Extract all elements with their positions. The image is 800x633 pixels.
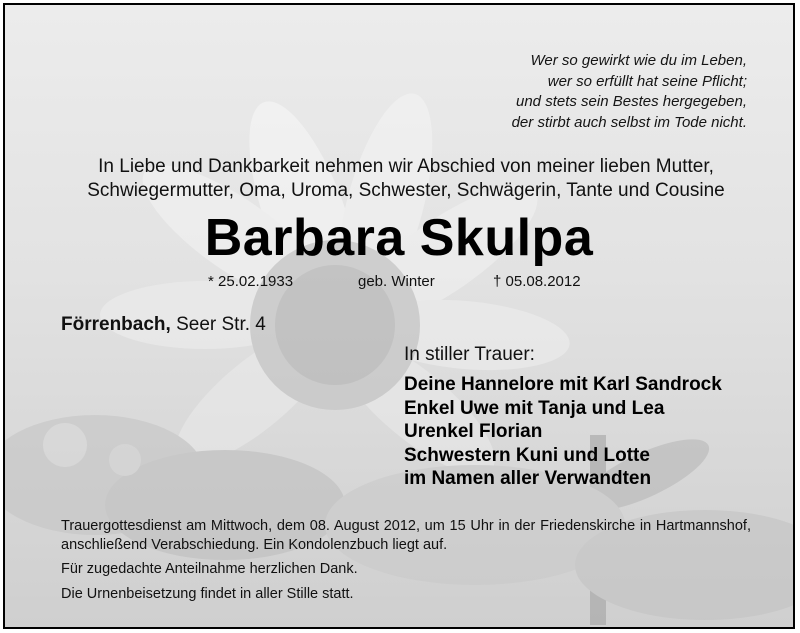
birth-date: * 25.02.1933 [208, 273, 294, 290]
intro-line: Schwiegermutter, Oma, Uroma, Schwester, Schwägerin, Tante und Cousine [87, 180, 725, 201]
farewell-intro [61, 155, 751, 203]
poem-line: der stirbt auch selbst im Tode nicht. [511, 113, 747, 131]
mourner-name: Schwestern Kuni und Lotte [404, 444, 650, 466]
mourner-name: Urenkel Florian [404, 421, 543, 442]
address [61, 314, 266, 336]
footer-notes [61, 517, 751, 603]
poem-line: wer so erfüllt hat seine Pflicht; [547, 72, 747, 90]
burial-note: Die Urnenbeisetzung findet in aller Stille statt. [61, 585, 354, 602]
poem-line: Wer so gewirkt wie du im Leben, [530, 52, 747, 69]
memorial-poem [471, 51, 747, 133]
maiden-name: geb. Winter [358, 273, 435, 290]
thanks-note: Für zugedachte Anteilnahme herzlichen Dank. [61, 561, 358, 577]
intro-line: In Liebe und Dankbarkeit nehmen wir Abschied von meiner lieben Mutter, [98, 156, 714, 177]
mourners-label: In stiller Trauer: [404, 344, 535, 365]
mourner-name: Enkel Uwe mit Tanja und Lea [404, 397, 665, 419]
obituary-notice [3, 3, 795, 629]
mourners-list [404, 373, 722, 491]
deceased-name: Barbara Skulpa [204, 209, 594, 267]
mourner-name: im Namen aller Verwandten [404, 468, 652, 489]
poem-line: und stets sein Bestes hergegeben, [516, 93, 747, 110]
service-info: Trauergottesdienst am Mittwoch, dem 08. August 2012, um 15 Uhr in der Friedenskirche in Hartmannshof, anschließend Verabschiedung. Ein Kondolenzbuch liegt auf. [61, 518, 751, 553]
address-street: Seer Str. 4 [176, 314, 266, 335]
mourner-name: Deine Hannelore mit Karl Sandrock [404, 374, 722, 395]
death-date: † 05.08.2012 [493, 273, 581, 290]
address-town: Förrenbach, [61, 314, 171, 335]
